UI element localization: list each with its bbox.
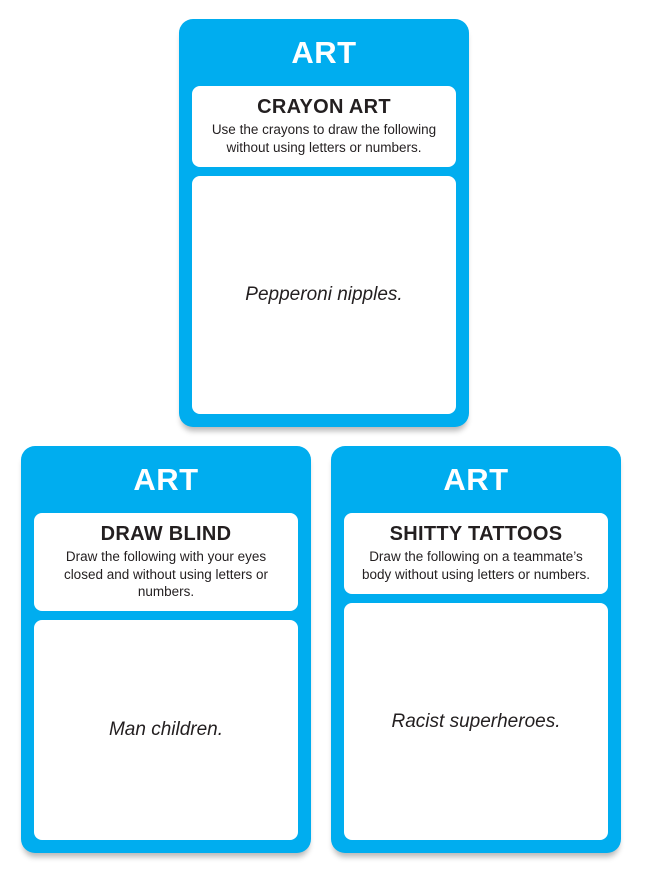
- rule-panel: [192, 86, 456, 167]
- prompt-panel: [192, 176, 456, 414]
- card-category-title: ART: [291, 35, 357, 70]
- rule-description: Use the crayons to draw the following without using letters or numbers.: [211, 122, 437, 155]
- prompt-text: Man children.: [108, 719, 224, 740]
- card-shitty-tattoos[interactable]: [331, 446, 621, 853]
- rule-title: DRAW BLIND: [100, 523, 232, 545]
- rule-title: SHITTY TATTOOS: [389, 523, 563, 545]
- rule-description: Draw the following with your eyes closed and without using letters or numbers.: [63, 549, 269, 599]
- rule-description: Draw the following on a teammate’s body without using letters or numbers.: [361, 549, 591, 582]
- prompt-text: Pepperoni nipples.: [245, 284, 403, 305]
- prompt-text: Racist superheroes.: [391, 710, 561, 732]
- prompt-panel: [34, 620, 298, 840]
- card-category-title: ART: [133, 462, 199, 497]
- rule-panel: [344, 513, 608, 594]
- rule-title: CRAYON ART: [257, 96, 391, 118]
- card-category-title: ART: [443, 462, 509, 497]
- prompt-panel: [344, 603, 608, 840]
- card-draw-blind[interactable]: [21, 446, 311, 853]
- rule-panel: [34, 513, 298, 611]
- card-crayon-art[interactable]: [179, 19, 469, 427]
